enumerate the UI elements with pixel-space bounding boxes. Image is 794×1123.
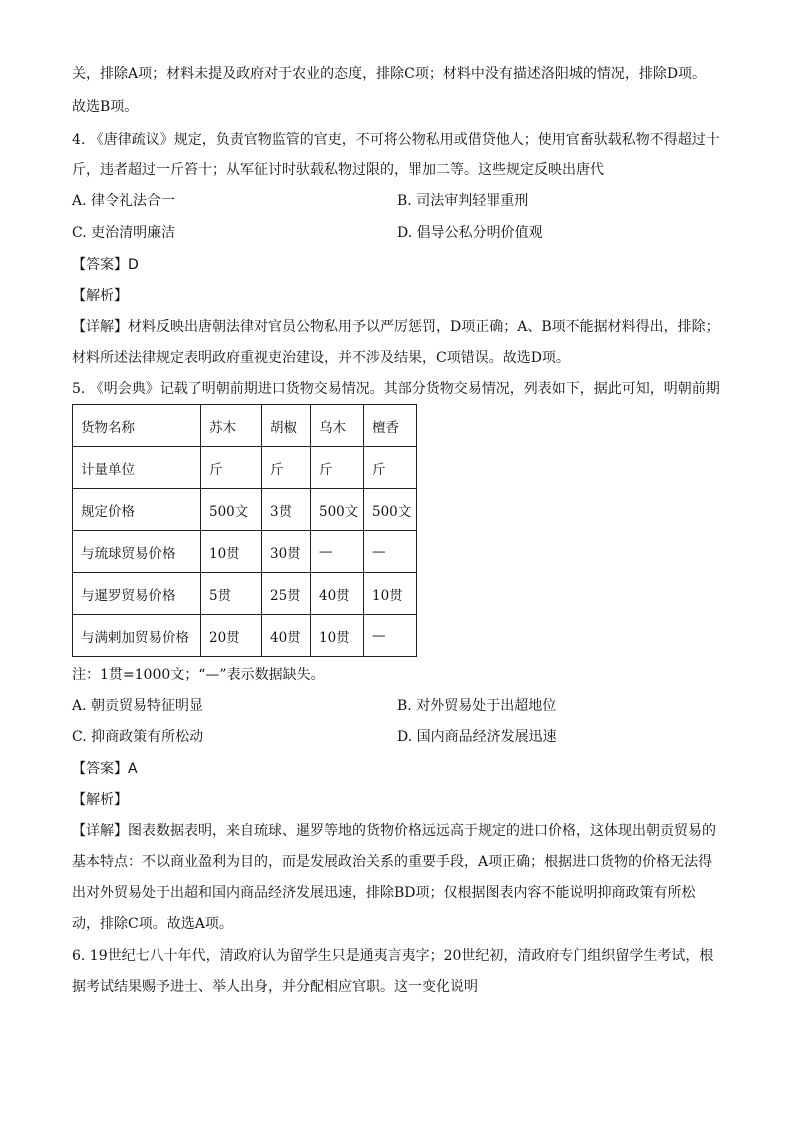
table-cell: 10贯 (311, 615, 364, 657)
question-4-analysis-label: 【解析】 (72, 288, 128, 304)
table-header-cell: 胡椒 (262, 405, 311, 447)
table-header-row (73, 405, 417, 447)
table-cell: 斤 (364, 447, 417, 489)
question-5-detail-2: 基本特点：不以商业盈利为目的，而是发展政治关系的重要手段，A项正确；根据进口货物的价格无法得 (72, 854, 713, 870)
table-cell: 5贯 (201, 573, 262, 615)
question-4-detail-1: 【详解】材料反映出唐朝法律对官员公物私用予以严厉惩罚，D项正确；A、B项不能据材料得出，排除； (72, 319, 720, 335)
question-5-analysis-label: 【解析】 (72, 792, 128, 808)
table-cell: 20贯 (201, 615, 262, 657)
table-cell: 3贯 (262, 489, 311, 531)
table-row (73, 615, 417, 657)
table-cell: 500文 (201, 489, 262, 531)
question-4-option-d: D. 倡导公私分明价值观 (397, 225, 543, 241)
table-row (73, 531, 417, 573)
question-4-stem-2: 斤，违者超过一斤笞十；从军征讨时驮载私物过限的，罪加二等。这些规定反映出唐代 (72, 162, 604, 178)
table-cell: 与满剌加贸易价格 (73, 615, 201, 657)
prev-answer-line-1: 关，排除A项；材料未提及政府对于农业的态度，排除C项；材料中没有描述洛阳城的情况，排除D项。 (72, 66, 707, 82)
question-4-answer: 【答案】D (72, 257, 139, 273)
table-cell: 40贯 (311, 573, 364, 615)
table-cell: 30贯 (262, 531, 311, 573)
table-header-cell: 檀香 (364, 405, 417, 447)
table-cell: 25贯 (262, 573, 311, 615)
question-4-detail-2: 材料所述法律规定表明政府重视吏治建设，并不涉及结果，C项错误。故选D项。 (72, 350, 570, 366)
question-6-stem-1: 6. 19世纪七八十年代，清政府认为留学生只是通夷言夷字；20世纪初，清政府专门组织留学生考试，根 (72, 948, 714, 964)
table-header-cell: 苏木 (201, 405, 262, 447)
table-header-cell: 货物名称 (73, 405, 201, 447)
question-5-option-d: D. 国内商品经济发展迅速 (397, 729, 557, 745)
table-note: 注：1贯=1000文；“—”表示数据缺失。 (72, 667, 325, 683)
table-cell: 40贯 (262, 615, 311, 657)
table-cell: — (364, 615, 417, 657)
question-4-option-b: B. 司法审判轻罪重刑 (397, 193, 529, 209)
table-row (73, 489, 417, 531)
question-5-detail-3: 出对外贸易处于出超和国内商品经济发展迅速，排除BD项；仅根据图表内容不能说明抑商政策有所松 (72, 885, 696, 901)
question-5-option-b: B. 对外贸易处于出超地位 (397, 698, 557, 714)
question-5-detail-4: 动，排除C项。故选A项。 (72, 916, 233, 932)
table-cell: 10贯 (201, 531, 262, 573)
question-4-stem-1: 4. 《唐律疏议》规定，负责官物监管的官吏，不可将公物私用或借贷他人；使用官畜驮载私物不得超过十 (72, 132, 720, 148)
question-5-option-a: A. 朝贡贸易特征明显 (72, 698, 204, 714)
table-cell: 斤 (201, 447, 262, 489)
question-5-answer: 【答案】A (72, 761, 138, 777)
table-cell: 500文 (364, 489, 417, 531)
question-4-option-c: C. 吏治清明廉洁 (72, 225, 176, 241)
question-5-option-c: C. 抑商政策有所松动 (72, 729, 204, 745)
trade-price-table (72, 404, 417, 657)
question-4-option-a: A. 律令礼法合一 (72, 193, 176, 209)
prev-answer-line-2: 故选B项。 (72, 99, 139, 115)
table-cell: 规定价格 (73, 489, 201, 531)
table-cell: 计量单位 (73, 447, 201, 489)
question-6-stem-2: 据考试结果赐予进士、举人出身，并分配相应官职。这一变化说明 (72, 979, 478, 995)
question-5-detail-1: 【详解】图表数据表明，来自琉球、暹罗等地的货物价格远远高于规定的进口价格，这体现出朝贡贸易的 (72, 823, 716, 839)
table-header-cell: 乌木 (311, 405, 364, 447)
table-cell: 500文 (311, 489, 364, 531)
table-cell: — (364, 531, 417, 573)
table-cell: 10贯 (364, 573, 417, 615)
question-5-stem: 5. 《明会典》记载了明朝前期进口货物交易情况。其部分货物交易情况，列表如下，据此可知，明朝前期 (72, 381, 720, 397)
table-row (73, 573, 417, 615)
table-cell: — (311, 531, 364, 573)
table-cell: 与暹罗贸易价格 (73, 573, 201, 615)
table-cell: 斤 (311, 447, 364, 489)
table-row (73, 447, 417, 489)
table-cell: 与琉球贸易价格 (73, 531, 201, 573)
table-cell: 斤 (262, 447, 311, 489)
